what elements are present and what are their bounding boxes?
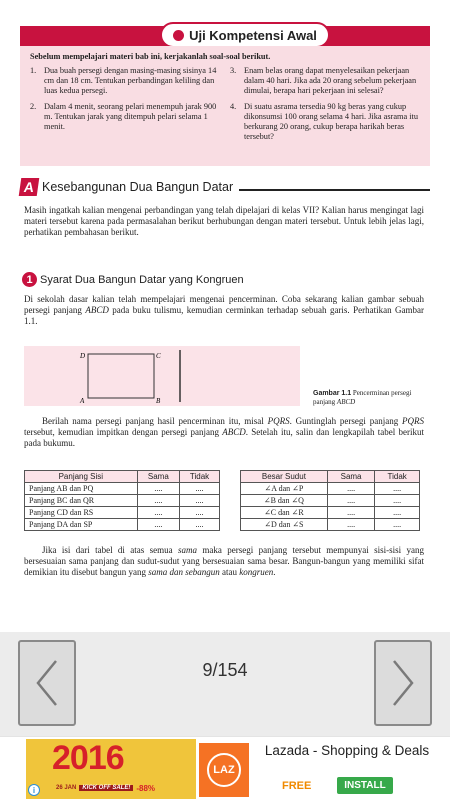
label-d: D bbox=[80, 352, 86, 360]
uji-box bbox=[20, 46, 430, 166]
uji-item: 3. Enam belas orang dapat menyelesaikan pekerjaan dalam 40 hari. Jika ada 20 orang sebelum pekerjaan dimulai, berapa hari pekerjaan ini selesai? bbox=[230, 66, 420, 96]
table-row: ∠C dan ∠R .... .... bbox=[241, 507, 420, 519]
paragraph-3: Jika isi dari tabel di atas semua sama maka persegi panjang tersebut mempunyai sisi-sisi yang bersesuaian sama panjang dan sudut-sudut yang bersesuaian sama besar. Bangun-bangun yang memiliki sifat demikian itu disebut bangun yang sama dan sebangun atau kongruen. bbox=[24, 545, 425, 577]
ad-title[interactable]: Lazada - Shopping & Deals bbox=[264, 743, 430, 758]
table-row: ∠A dan ∠P .... .... bbox=[241, 483, 420, 495]
lazada-logo[interactable]: LAZ bbox=[199, 743, 249, 797]
page-indicator: 9/154 bbox=[202, 660, 248, 680]
uji-item: 2. Dalam 4 menit, seorang pelari menempuh jarak 900 m. Tentukan jarak yang ditempuh pelari selama 1 menit. bbox=[30, 102, 220, 132]
uji-item-text: Dalam 4 menit, seorang pelari menempuh jarak 900 m. Tentukan jarak yang ditempuh pelari selama 1 menit. bbox=[44, 102, 217, 131]
page-navigation bbox=[0, 632, 450, 736]
uji-item: 1. Dua buah persegi dengan masing-masing sisinya 14 cm dan 18 cm. Tentukan perbandingan keliling dan luas kedua persegi. bbox=[30, 66, 220, 96]
section-1-heading bbox=[22, 272, 244, 287]
table-row: ∠D dan ∠S .... .... bbox=[241, 519, 420, 531]
section-1-title: Syarat Dua Bangun Datar yang Kongruen bbox=[40, 273, 244, 286]
uji-title-box bbox=[160, 22, 330, 48]
table-besar-sudut: Besar Sudut Sama Tidak ∠A dan ∠P .... .... ∠B dan ∠Q .... .... ∠C dan ∠R .... .... ∠D dan ∠S .... .... bbox=[240, 470, 420, 531]
divider bbox=[239, 189, 430, 191]
ad-strip: 26 JAN KICK OFF SALE! -88% bbox=[56, 783, 156, 793]
table-row: Panjang DA dan SP .... .... bbox=[25, 519, 220, 531]
table-row: Panjang BC dan QR .... .... bbox=[25, 495, 220, 507]
ad-banner-image[interactable] bbox=[26, 739, 196, 799]
bullet-icon bbox=[173, 30, 184, 41]
label-b: B bbox=[156, 397, 161, 405]
uji-item: 4. Di suatu asrama tersedia 90 kg beras yang cukup dikonsumsi 100 orang selama 4 hari. Jika asrama itu berkurang 20 orang, cukup berapa harikah beras tersebut? bbox=[230, 102, 420, 142]
label-a: A bbox=[80, 397, 85, 405]
uji-header-bar bbox=[20, 26, 430, 46]
chevron-right-icon bbox=[390, 658, 416, 708]
install-button[interactable]: INSTALL bbox=[337, 777, 393, 794]
rectangle-reflection-diagram bbox=[24, 346, 300, 406]
section-a-paragraph: Masih ingatkah kalian mengenai perbandingan yang telah dipelajari di kelas VII? Kalian harus mengingat lagi materi tersebut karena pada permasalahan berikut berhubungan dengan materi tersebut. Untuk lebih jelas lagi, perhatikan pembahasan berikut. bbox=[24, 205, 424, 237]
section-a-heading bbox=[20, 177, 430, 197]
table-panjang-sisi: Panjang Sisi Sama Tidak Panjang AB dan PQ .... .... Panjang BC dan QR .... .... Panjang CD dan RS .... .... Panjang DA dan SP .... .... bbox=[24, 470, 220, 531]
uji-intro: Sebelum mempelajari materi bab ini, kerjakanlah soal-soal berikut. bbox=[30, 52, 271, 61]
paragraph-2: Berilah nama persegi panjang hasil pencerminan itu, misal PQRS. Guntinglah persegi panjang PQRS tersebut, kemudian impitkan dengan persegi panjang ABCD. Setelah itu, salin dan lengkapilah tabel berikut pada bukumu. bbox=[24, 416, 425, 448]
figure-reflection bbox=[24, 346, 300, 406]
figure-caption: Gambar 1.1 Pencerminan persegi panjang ABCD bbox=[313, 389, 412, 406]
uji-col-left bbox=[30, 66, 220, 148]
next-page-button[interactable] bbox=[374, 640, 432, 726]
ad-year: 2016 bbox=[52, 739, 124, 777]
table-row: ∠B dan ∠Q .... .... bbox=[241, 495, 420, 507]
section-1-number: 1 bbox=[22, 272, 37, 287]
section-a-title: Kesebangunan Dua Bangun Datar bbox=[42, 180, 234, 194]
table-row: Panjang AB dan PQ .... .... bbox=[25, 483, 220, 495]
ad-info-icon[interactable]: i bbox=[28, 784, 40, 796]
uji-col-right bbox=[230, 66, 420, 148]
section-a-badge: A bbox=[19, 178, 40, 196]
ad-banner-container[interactable] bbox=[0, 736, 450, 800]
table-row: Panjang CD dan RS .... .... bbox=[25, 507, 220, 519]
uji-item-text: Dua buah persegi dengan masing-masing sisinya 14 cm dan 18 cm. Tentukan perbandingan keliling dan luas kedua persegi. bbox=[44, 66, 217, 95]
uji-title: Uji Kompetensi Awal bbox=[189, 27, 317, 43]
label-c: C bbox=[156, 352, 161, 360]
ad-price: FREE bbox=[282, 780, 312, 792]
uji-item-text: Enam belas orang dapat menyelesaikan pekerjaan dalam 40 hari. Jika ada 20 orang sebelum pekerjaan dimulai, berapa hari pekerjaan ini selesai? bbox=[244, 66, 417, 95]
prev-page-button[interactable] bbox=[18, 640, 76, 726]
uji-item-text: Di suatu asrama tersedia 90 kg beras yang cukup dikonsumsi 100 orang selama 4 hari. Jika asrama itu berkurang 20 orang, cukup berapa harikah beras tersebut? bbox=[244, 102, 418, 141]
section-1-paragraph: Di sekolah dasar kalian telah mempelajari mengenai pencerminan. Coba sekarang kalian gambar sebuah persegi panjang ABCD pada buku tulismu, kemudian cerminkan terhadap sebuah garis. Perhatikan Gambar 1.1. bbox=[24, 294, 425, 326]
